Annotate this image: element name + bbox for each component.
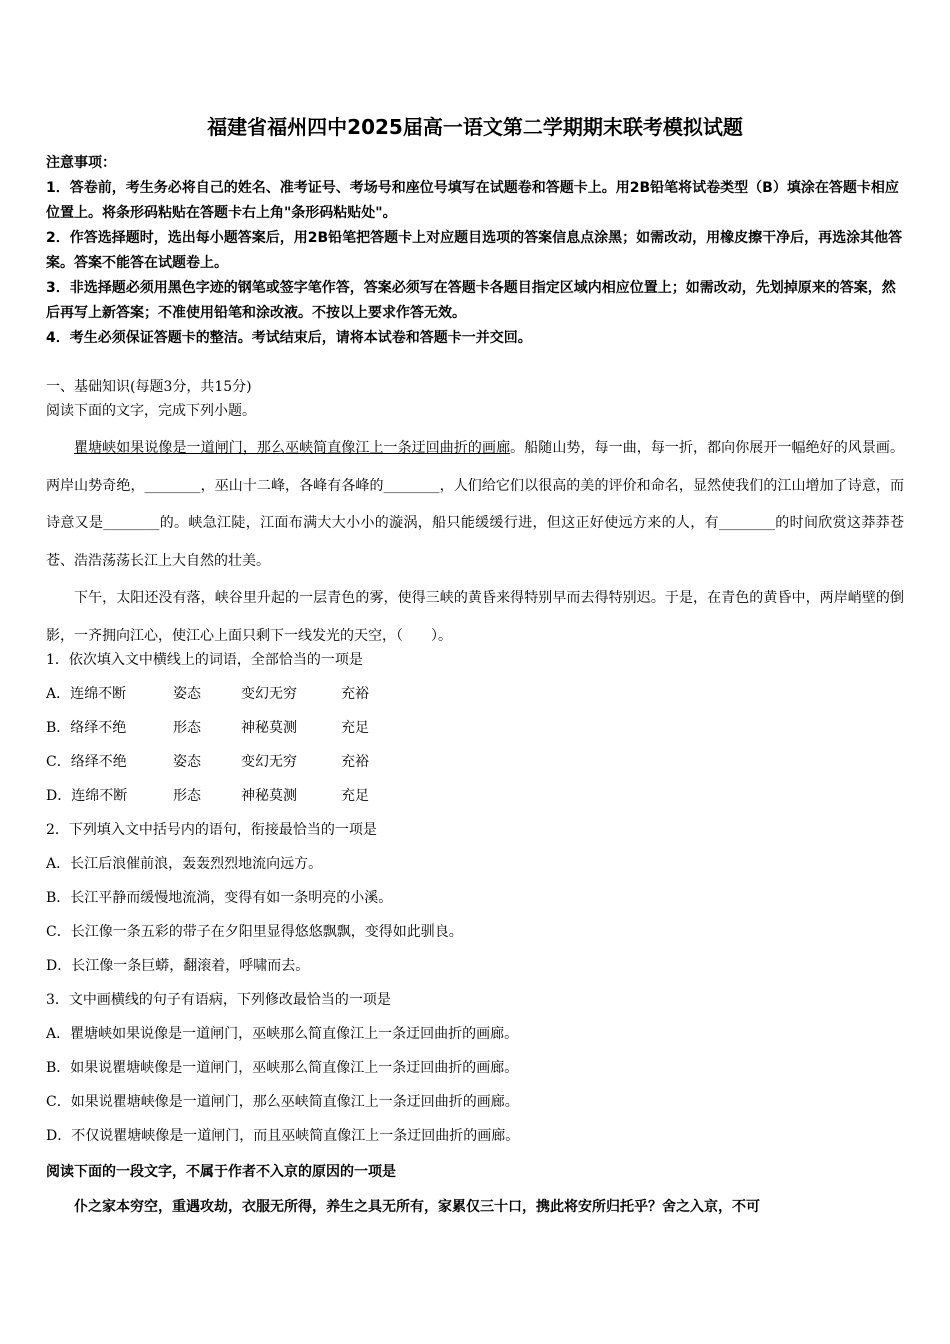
underlined-sentence: 瞿塘峡如果说像是一道闸门，那么巫峡简直像江上一条迂回曲折的画廊 [74, 440, 511, 456]
question-2-option-d: D．长江像一条巨蟒，翻滚着，呼啸而去。 [46, 958, 310, 974]
option-word: 充足 [341, 720, 369, 736]
question-3-option-b: B．如果说瞿塘峡像是一道闸门，巫峡那么简直像江上一条迂回曲折的画廊。 [46, 1060, 519, 1076]
notes-heading: 注意事项： [46, 155, 116, 171]
question-3-option-a: A．瞿塘峡如果说像是一道闸门，巫峡那么简直像江上一条迂回曲折的画廊。 [46, 1026, 519, 1042]
question-2-stem: 2．下列填入文中括号内的语句，衔接最恰当的一项是 [46, 822, 377, 838]
question-1-option-d [46, 784, 904, 808]
question-4-passage: 仆之家本穷空，重遇攻劫，衣服无所得，养生之具无所有，家累仅三十口，携此将安所归托乎？舍之入京，不可 [74, 1199, 760, 1215]
option-word: 神秘莫测 [241, 788, 297, 804]
question-1-option-c [46, 750, 904, 774]
option-word: 姿态 [173, 686, 201, 702]
question-3-option-c: C．如果说瞿塘峡像是一道闸门，那么巫峡简直像江上一条迂回曲折的画廊。 [46, 1094, 519, 1110]
question-2-option-c: C．长江像一条五彩的带子在夕阳里显得悠悠飘飘，变得如此驯良。 [46, 924, 463, 940]
question-2-option-b: B．长江平静而缓慢地流淌，变得有如一条明亮的小溪。 [46, 890, 393, 906]
option-word: 充足 [341, 788, 369, 804]
section-instruction: 阅读下面的文字，完成下列小题。 [46, 403, 256, 419]
notes-item: 4．考生必须保证答题卡的整洁。考试结束后，请将本试卷和答题卡一并交回。 [46, 330, 532, 346]
option-word: 姿态 [173, 754, 201, 770]
reading-passage [46, 430, 904, 655]
option-word: 形态 [173, 788, 201, 804]
passage-text: 。船随山势，每一曲，每一折，都向你展开一幅绝好的风景画。两岸山势奇绝，________，巫山十二峰，各峰有各峰的________，人们给它们以很高的美的评价和命名，显然使我们的江山增加了诗意，而诗意又是________的。峡急江陡，江面布满大大小小的漩涡，船只能缓缓行进，但这正好使远方来的人，有________的时间欣赏这莽莽苍苍、浩浩荡荡长江上大自然的壮美。 [46, 440, 905, 569]
option-word: C．络绎不绝 [46, 754, 127, 770]
notes-item: 3．非选择题必须用黑色字迹的钢笔或签字笔作答，答案必须写在答题卡各题目指定区域内相应位置上；如需改动，先划掉原来的答案，然后再写上新答案；不准使用铅笔和涂改液。不按以上要求作答无效。 [46, 280, 896, 321]
option-word: D．连绵不断 [46, 788, 128, 804]
passage-paragraph-2: 下午，太阳还没有落，峡谷里升起的一层青色的雾，使得三峡的黄昏来得特别早而去得特别迟。于是，在青色的黄昏中，两岸峭壁的倒影，一齐拥向江心，使江心上面只剩下一线发光的天空，（ ）。 [46, 590, 904, 644]
question-1-option-b [46, 716, 904, 740]
question-2-option-a: A．长江后浪催前浪，轰轰烈烈地流向远方。 [46, 856, 323, 872]
option-word: 充裕 [341, 686, 369, 702]
question-4-stem: 阅读下面的一段文字，不属于作者不入京的原因的一项是 [46, 1164, 396, 1180]
notes-item: 1．答卷前，考生务必将自己的姓名、准考证号、考场号和座位号填写在试题卷和答题卡上。用2B铅笔将试卷类型（B）填涂在答题卡相应位置上。将条形码粘贴在答题卡右上角"条形码粘贴处"。 [46, 180, 899, 221]
option-word: 神秘莫测 [241, 720, 297, 736]
question-1-option-a [46, 682, 904, 706]
option-word: 变幻无穷 [241, 686, 297, 702]
document-title: 福建省福州四中2025届高一语文第二学期期末联考模拟试题 [207, 115, 743, 139]
option-word: 形态 [173, 720, 201, 736]
question-3-stem: 3．文中画横线的句子有语病，下列修改最恰当的一项是 [46, 992, 391, 1008]
section-heading: 一、基础知识(每题3分，共15分) [46, 379, 252, 395]
question-3-option-d: D．不仅说瞿塘峡像是一道闸门，而且巫峡简直像江上一条迂回曲折的画廊。 [46, 1128, 520, 1144]
option-word: 充裕 [341, 754, 369, 770]
question-1-stem: 1．依次填入文中横线上的词语，全部恰当的一项是 [46, 652, 363, 668]
notes-block [46, 151, 904, 351]
notes-item: 2．作答选择题时，选出每小题答案后，用2B铅笔把答题卡上对应题目选项的答案信息点涂黑；如需改动，用橡皮擦干净后，再选涂其他答案。答案不能答在试题卷上。 [46, 230, 903, 271]
option-word: 变幻无穷 [241, 754, 297, 770]
passage-paragraph-1 [46, 430, 904, 580]
option-word: B．络绎不绝 [46, 720, 127, 736]
option-word: A．连绵不断 [46, 686, 127, 702]
